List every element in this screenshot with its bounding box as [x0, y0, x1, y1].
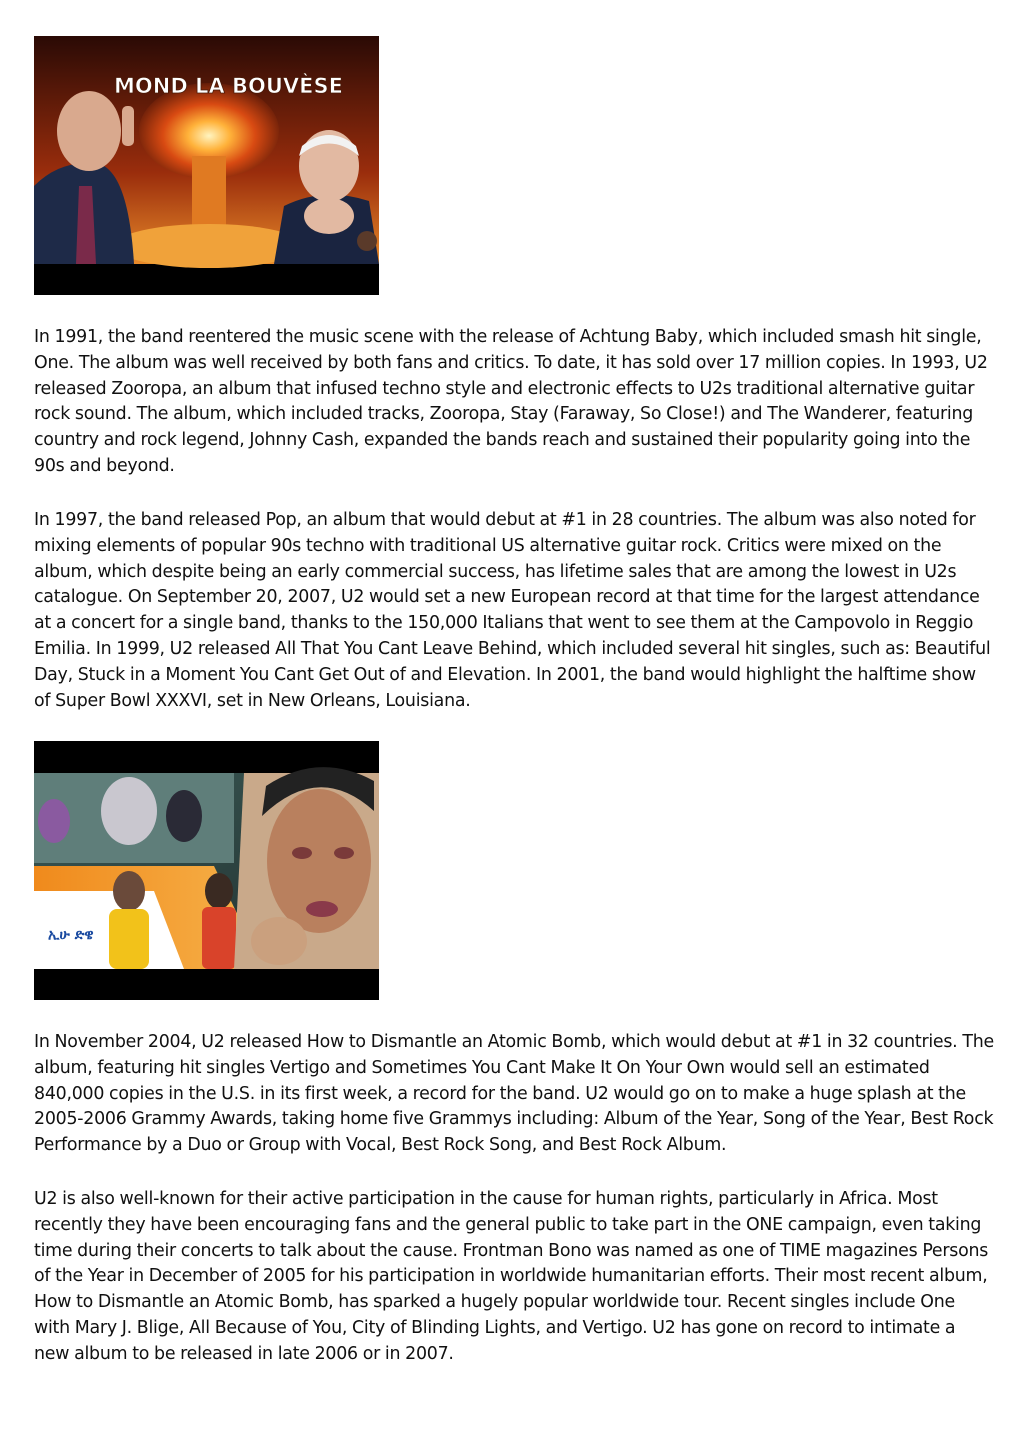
paragraph-1: In 1991, the band reentered the music scene with the release of Achtung Baby, which included smash hit single, One. The album was well received by both fans and critics. To date, it has sold over 17 million copies. In 1993, U2 released Zooropa, an album that infused techno style and electronic effects to U2s traditional alternative guitar rock sound. The album, which included tracks, Zooropa, Stay (Faraway, So Close!) and The Wanderer, featuring country and rock legend, Johnny Cash, expanded the bands reach and sustained their popularity going into the 90s and beyond. [34, 327, 988, 476]
paragraph-4: U2 is also well-known for their active participation in the cause for human rights, particularly in Africa. Most recently they have been encouraging fans and the general public to take part in the ONE campaign, even taking time during their concerts to talk about the cause. Frontman Bono was named as one of TIME magazines Persons of the Year in December of 2005 for his participation in worldwide humanitarian efforts. Their most recent album, How to Dismantle an Atomic Bomb, has sparked a hugely popular worldwide tour. Recent singles include One with Mary J. Blige, All Because of You, City of Blinding Lights, and Vertigo. U2 has gone on record to intimate a new album to be released in late 2006 or in 2007. [34, 1189, 989, 1364]
channel-logo-text: ኢሁ ድዌ [48, 927, 94, 943]
video-thumbnail-tv-show[interactable] [34, 741, 379, 1000]
thumbnail-image [34, 36, 379, 295]
video-thumbnail-nuclear-explosion[interactable] [34, 36, 379, 295]
paragraph-2: In 1997, the band released Pop, an album that would debut at #1 in 28 countries. The album was also noted for mixing elements of popular 90s techno with traditional US alternative guitar rock. Critics were mixed on the album, which despite being an early commercial success, has lifetime sales that are among the lowest in U2s catalogue. On September 20, 2007, U2 would set a new European record at that time for the largest attendance at a concert for a single band, thanks to the 150,000 Italians that went to see them at the Campovolo in Reggio Emilia. In 1999, U2 released All That You Cant Leave Behind, which included several hit singles, such as: Beautiful Day, Stuck in a Moment You Cant Get Out of and Elevation. In 2001, the band would highlight the halftime show of Super Bowl XXXVI, set in New Orleans, Louisiana. [34, 510, 991, 711]
paragraph-3: In November 2004, U2 released How to Dismantle an Atomic Bomb, which would debut at #1 in 32 countries. The album, featuring hit singles Vertigo and Sometimes You Cant Make It On Your Own would sell an estimated 840,000 copies in the U.S. in its first week, a record for the band. U2 would go on to make a huge splash at the 2005-2006 Grammy Awards, taking home five Grammys including: Album of the Year, Song of the Year, Best Rock Performance by a Duo or Group with Vocal, Best Rock Song, and Best Rock Album. [34, 1032, 994, 1156]
thumbnail-overlay-text: MOND LA BOUVÈSE [114, 74, 343, 98]
thumbnail-image [34, 741, 379, 1000]
